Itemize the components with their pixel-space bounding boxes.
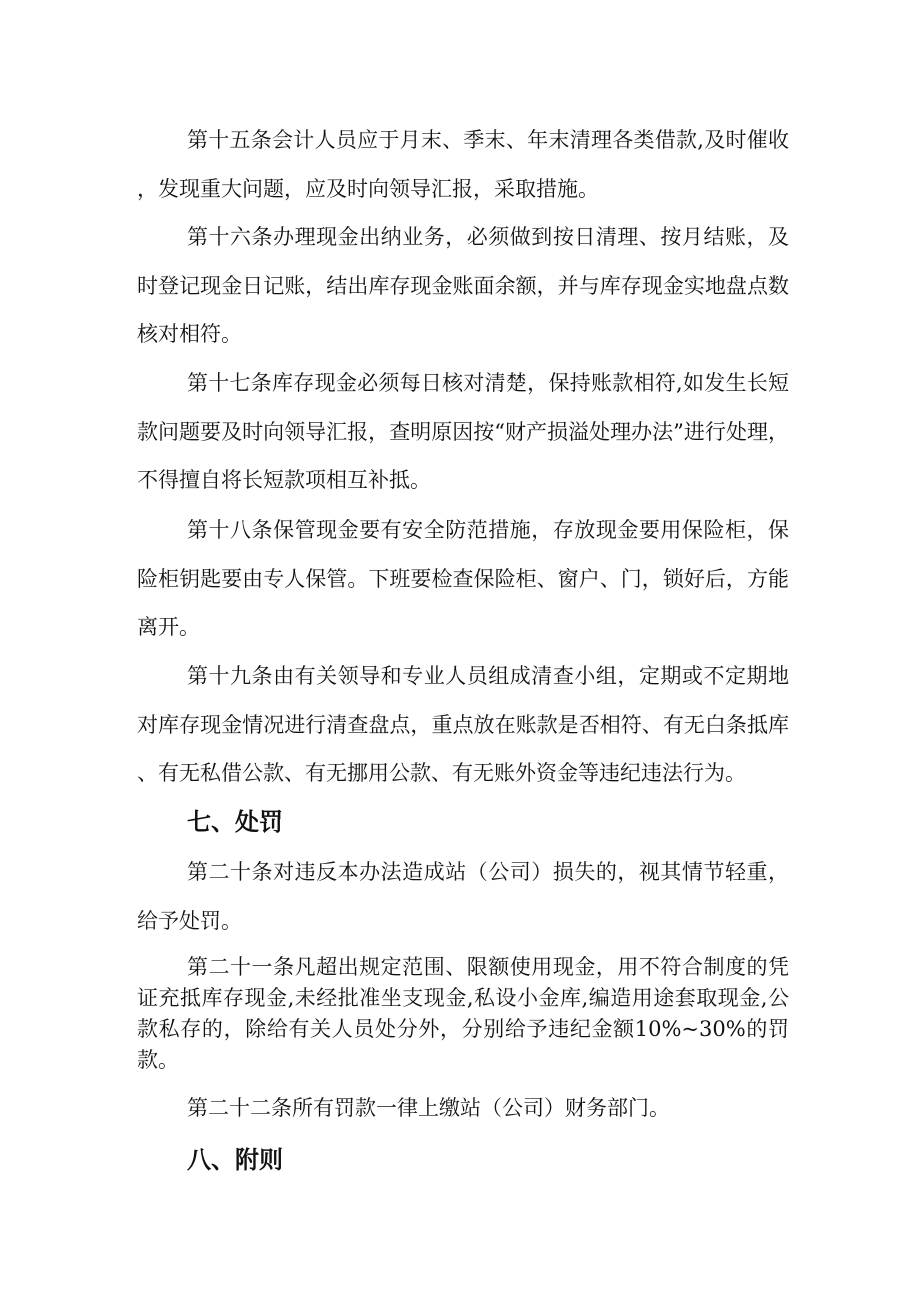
article-17-paragraph: 第十七条库存现金必须每日核对清楚，保持账款相符,如发生长短款问题要及时向领导汇报，查明原因按“财产损溢处理办法”进行处理，不得擅自将长短款项相互补抵。 <box>137 371 789 492</box>
article-16-paragraph: 第十六条办理现金出纳业务，必须做到按日清理、按月结账，及时登记现金日记账，结出库存现金账面余额，并与库存现金实地盘点数核对相符。 <box>137 225 789 346</box>
article-19-paragraph: 第十九条由有关领导和专业人员组成清查小组，定期或不定期地对库存现金情况进行清查盘点，重点放在账款是否相符、有无白条抵库、有无私借公款、有无挪用公款、有无账外资金等违纪违法行为。 <box>137 664 789 785</box>
article-18-paragraph: 第十八条保管现金要有安全防范措施，存放现金要用保险柜，保险柜钥匙要由专人保管。下班要检查保险柜、窗户、门，锁好后，方能离开。 <box>137 518 789 639</box>
section-heading-supplementary: 八、附则 <box>187 1146 283 1174</box>
article-15-paragraph: 第十五条会计人员应于月末、季末、年末清理各类借款,及时催收，发现重大问题，应及时向领导汇报，采取措施。 <box>137 128 789 201</box>
article-21-paragraph: 第二十一条凡超出规定范围、限额使用现金，用不符合制度的凭证充抵库存现金,未经批准坐支现金,私设小金库,编造用途套取现金,公款私存的，除给有关人员处分外，分别给予违纪金额10%~30%的罚款。 <box>137 955 789 1072</box>
article-22-paragraph: 第二十二条所有罚款一律上缴站（公司）财务部门。 <box>187 1096 670 1120</box>
section-heading-penalty: 七、处罚 <box>187 808 283 836</box>
article-20-paragraph: 第二十条对违反本办法造成站（公司）损失的，视其情节轻重，给予处罚。 <box>137 860 789 933</box>
